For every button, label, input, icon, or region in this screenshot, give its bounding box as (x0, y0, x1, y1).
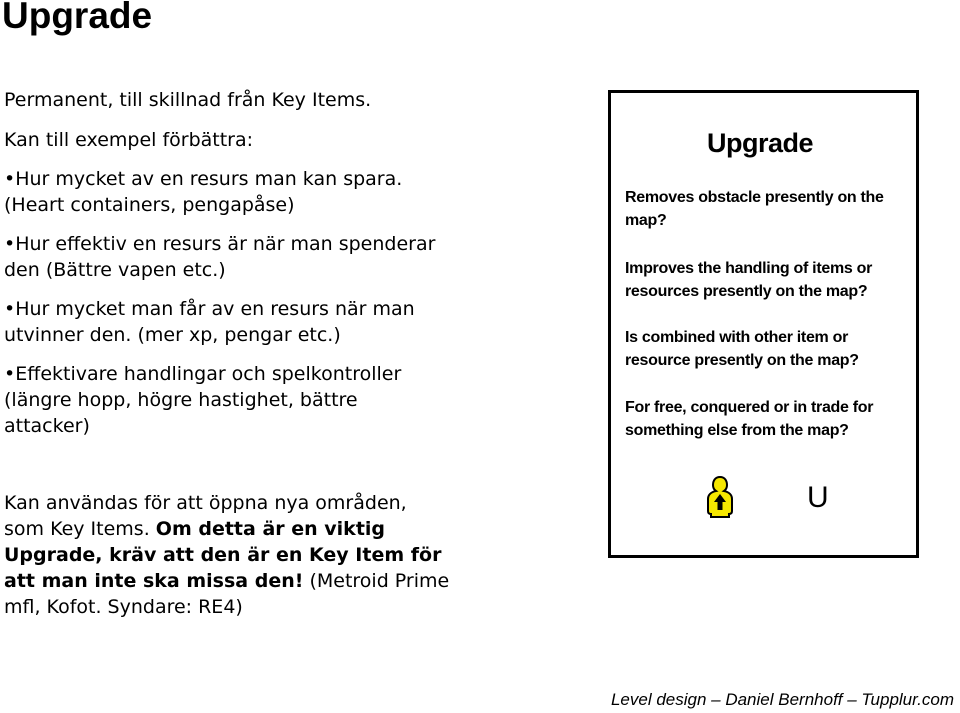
bottom-line-bold: Om detta är en viktig (155, 518, 386, 540)
bullet-item-yield (4, 296, 415, 348)
slide-title: Upgrade (2, 0, 153, 36)
bullet-text: Hur mycket man får av en resurs när man (15, 298, 415, 320)
bullet-dot: • (4, 363, 16, 385)
bullet-text: (längre hopp, högre hastighet, bättre (4, 389, 358, 411)
card-question-handling (625, 257, 910, 303)
bottom-paragraph (4, 490, 524, 620)
bullet-text: attacker) (4, 415, 90, 437)
upgrade-card (608, 90, 919, 558)
bottom-line-normal: (Metroid Prime (303, 570, 450, 592)
bullet-dot: • (4, 168, 16, 190)
bullet-item-storage (4, 166, 402, 218)
bullet-text: utvinner den. (mer xp, pengar etc.) (4, 324, 341, 346)
intro-line-2: Kan till exempel förbättra: (4, 129, 254, 151)
card-question-line: resources presently on the map? (625, 283, 868, 300)
bullet-text: Hur mycket av en resurs man kan spara. (15, 168, 403, 190)
bullet-text: Effektivare handlingar och spelkontroller (15, 363, 402, 385)
bottom-line-bold: att man inte ska missa den! (4, 570, 304, 592)
card-question-line: Removes obstacle presently on the (625, 189, 884, 206)
card-question-obstacle (625, 186, 910, 232)
card-question-line: Is combined with other item or (625, 329, 849, 346)
footer-credit: Level design – Daniel Bernhoff – Tupplur.com (610, 690, 954, 709)
card-title: Upgrade (707, 128, 814, 158)
card-question-line: something else from the map? (625, 422, 849, 439)
bottom-line-normal: som Key Items. (4, 518, 156, 540)
card-letter: U (807, 481, 829, 514)
intro-line-1: Permanent, till skillnad från Key Items. (4, 89, 372, 111)
card-question-line: For free, conquered or in trade for (625, 399, 874, 416)
bullet-text: den (Bättre vapen etc.) (4, 259, 226, 281)
bottom-line-bold: Upgrade, kräv att den är en Key Item för (4, 544, 442, 566)
card-question-line: resource presently on the map? (625, 352, 859, 369)
card-question-line: map? (625, 212, 667, 229)
bullet-text: Hur effektiv en resurs är när man spenderar (15, 233, 436, 255)
card-question-combined (625, 326, 910, 372)
bullet-dot: • (4, 298, 16, 320)
bullet-item-efficiency (4, 231, 435, 283)
card-question-line: Improves the handling of items or (625, 260, 873, 277)
bullet-item-controls (4, 361, 401, 439)
card-question-trade (625, 396, 910, 442)
bullet-dot: • (4, 233, 16, 255)
bottom-line: mfl, Kofot. Syndare: RE4) (4, 596, 243, 618)
upgrade-figure-icon (705, 475, 735, 519)
bottom-line: Kan användas för att öppna nya områden, (4, 492, 407, 514)
bullet-text: (Heart containers, pengapåse) (4, 194, 295, 216)
